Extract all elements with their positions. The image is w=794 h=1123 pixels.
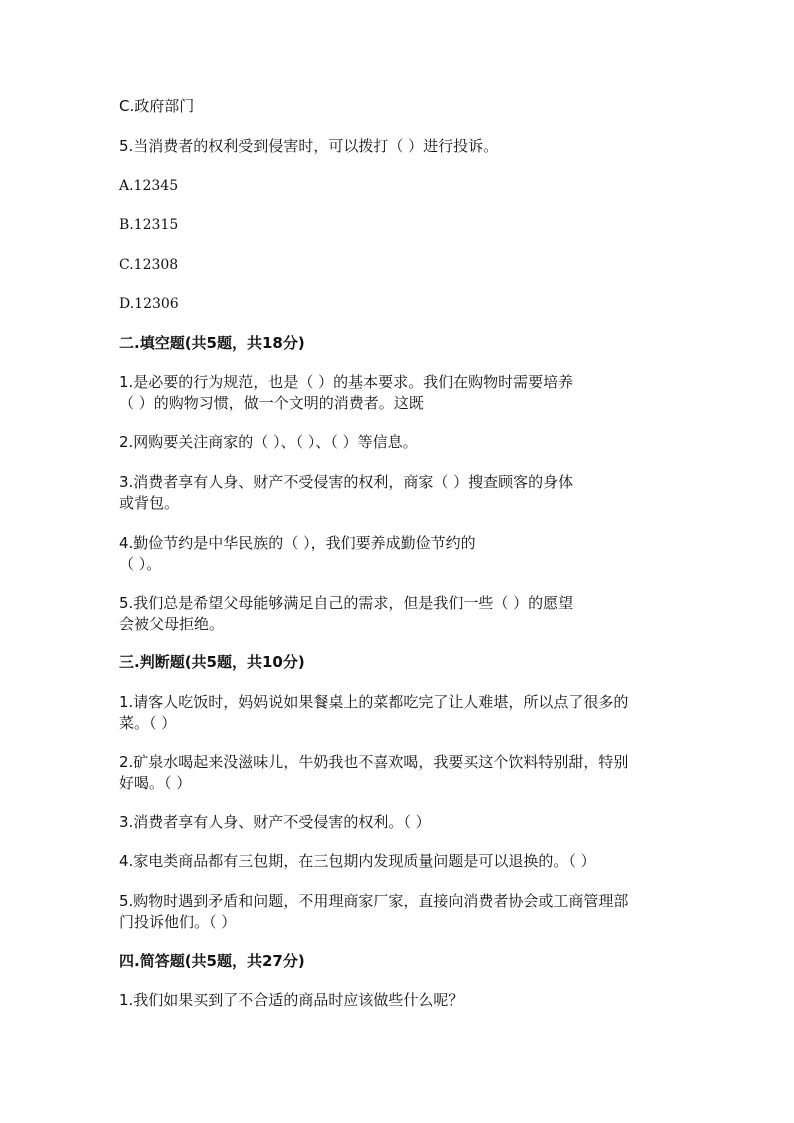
option-a: A.12345 — [119, 178, 179, 194]
fill-5-line-2: 会被父母拒绝。 — [119, 615, 225, 633]
judge-2-line-1: 2.矿泉水喝起来没滋味儿，牛奶我也不喜欢喝，我要买这个饮料特别甜，特别 — [119, 753, 629, 771]
section-4-heading: 四.简答题(共5题，共27分) — [119, 952, 305, 970]
judge-1-line-2: 菜。（ ） — [119, 714, 177, 732]
option-d: D.12306 — [119, 296, 179, 312]
option-c: C.12308 — [119, 257, 179, 273]
short-1-line-1: 1.我们如果买到了不合适的商品时应该做些什么呢？ — [119, 991, 464, 1009]
judge-2-line-2: 好喝。（ ） — [119, 774, 192, 792]
fill-3-line-1: 3.消费者享有人身、财产不受侵害的权利，商家（ ）搜查顾客的身体 — [119, 473, 574, 491]
fill-4-line-1: 4.勤俭节约是中华民族的（ ），我们要养成勤俭节约的 — [119, 534, 476, 552]
judge-1-line-1: 1.请客人吃饭时，妈妈说如果餐桌上的菜都吃完了让人难堪，所以点了很多的 — [119, 693, 629, 711]
option-b: B.12315 — [119, 217, 179, 233]
fill-3-line-2: 或背包。 — [119, 494, 180, 512]
judge-5-line-2: 门投诉他们。（ ） — [119, 913, 237, 931]
judge-3-line-1: 3.消费者享有人身、财产不受侵害的权利。（ ） — [119, 813, 431, 831]
section-3-heading: 三.判断题(共5题，共10分) — [119, 653, 305, 671]
fill-2-line-1: 2.网购要关注商家的（ ）、（ ）、（ ）等信息。 — [119, 433, 418, 451]
fill-5-line-1: 5.我们总是希望父母能够满足自己的需求，但是我们一些（ ）的愿望 — [119, 594, 574, 612]
section-2-heading: 二.填空题(共5题，共18分) — [119, 334, 305, 352]
option-c-prev: C.政府部门 — [119, 97, 195, 115]
judge-5-line-1: 5.购物时遇到矛盾和问题，不用理商家厂家，直接向消费者协会或工商管理部 — [119, 892, 629, 910]
fill-1-line-1: 1.是必要的行为规范，也是（ ）的基本要求。我们在购物时需要培养 — [119, 373, 574, 391]
fill-4-line-2: （ ）。 — [119, 555, 162, 573]
fill-1-line-2: （ ）的购物习惯，做一个文明的消费者。这既 — [119, 394, 424, 412]
judge-4-line-1: 4.家电类商品都有三包期，在三包期内发现质量问题是可以退换的。（ ） — [119, 852, 596, 870]
question-5-stem: 5.当消费者的权利受到侵害时，可以拨打（ ）进行投诉。 — [119, 137, 499, 155]
